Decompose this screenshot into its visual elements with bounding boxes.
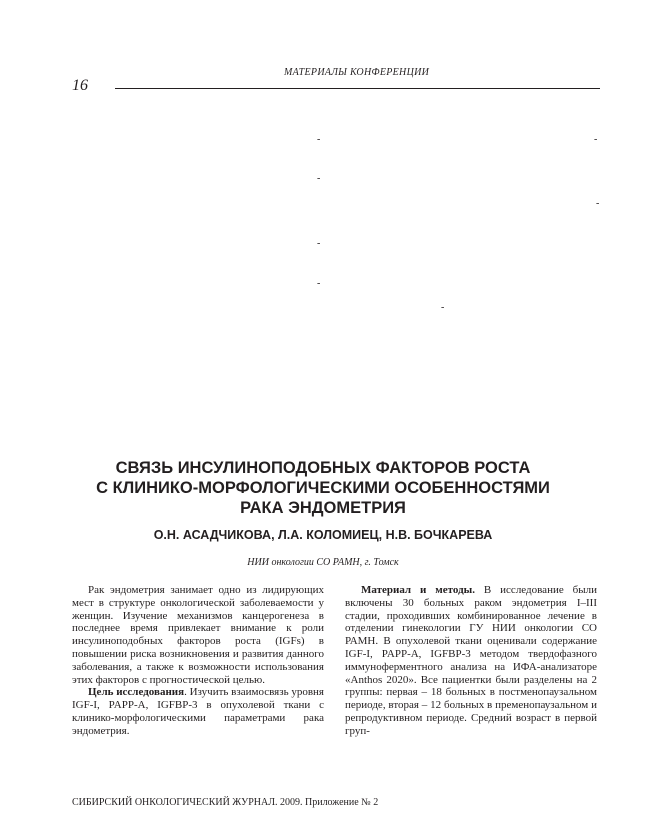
article-affiliation: НИИ онкологии СО РАМН, г. Томск xyxy=(247,557,399,568)
stray-dash-mark: - xyxy=(317,238,321,249)
methods-text: В исследование были включены 30 больных раком эндометрия I–III стадии, проходивших комбинированное лечение в отделении гинекологии ГУ НИИ онкологии СО РАМН. В опухолевой ткани оценивали содержание IGF-I, PAPP-A, IGFBP-3 методом твердофазного иммуноферментного анализа на ИФА-анализаторе «Anthos 2020». Все пациентки были разделены на 2 группы: первая – 18 больных в постменопаузальном периоде, вторая – 12 больных в пременопаузальном и репродуктивном периоде. Средний возраст в первой груп- xyxy=(345,584,597,737)
aim-paragraph xyxy=(72,686,324,737)
methods-label: Материал и методы. xyxy=(361,584,475,596)
title-line: РАКА ЭНДОМЕТРИЯ xyxy=(240,499,406,517)
stray-dash-mark: - xyxy=(441,302,445,313)
running-title: МАТЕРИАЛЫ КОНФЕРЕНЦИИ xyxy=(284,67,430,78)
title-line: СВЯЗЬ ИНСУЛИНОПОДОБНЫХ ФАКТОРОВ РОСТА xyxy=(115,459,531,477)
left-column xyxy=(72,584,324,738)
stray-dash-mark: - xyxy=(317,173,321,184)
journal-footer: СИБИРСКИЙ ОНКОЛОГИЧЕСКИЙ ЖУРНАЛ. 2009. Приложение № 2 xyxy=(72,797,379,808)
header-rule xyxy=(115,88,600,89)
article-authors: О.Н. АСАДЧИКОВА, Л.А. КОЛОМИЕЦ, Н.В. БОЧКАРЕВА xyxy=(153,528,493,542)
stray-dash-mark: - xyxy=(317,134,321,145)
right-column xyxy=(345,584,597,738)
article-title xyxy=(60,458,586,518)
intro-paragraph: Рак эндометрия занимает одно из лидирующих мест в структуре онкологической заболеваемости у женщин. Изучение механизмов канцерогенеза в последнее время привлекает внимание к роли инсулиноподобных факторов роста (IGFs) в повышении риска возникновения и развития данного заболевания, а также к возможности использования этих факторов с прогностической целью. xyxy=(72,584,324,686)
methods-paragraph xyxy=(345,584,597,738)
title-line: С КЛИНИКО-МОРФОЛОГИЧЕСКИМИ ОСОБЕННОСТЯМИ xyxy=(96,479,550,497)
stray-dash-mark: - xyxy=(596,198,600,209)
stray-dash-mark: - xyxy=(317,278,321,289)
stray-dash-mark: - xyxy=(594,134,598,145)
aim-label: Цель исследования xyxy=(88,686,185,699)
page-number: 16 xyxy=(72,77,88,94)
aim-text: . Изучить взаимосвязь уровня IGF-I, PAPP-A, IGFBP-3 в опухолевой ткани с клинико-морфологическими параметрами рака эндометрия. xyxy=(72,686,324,737)
